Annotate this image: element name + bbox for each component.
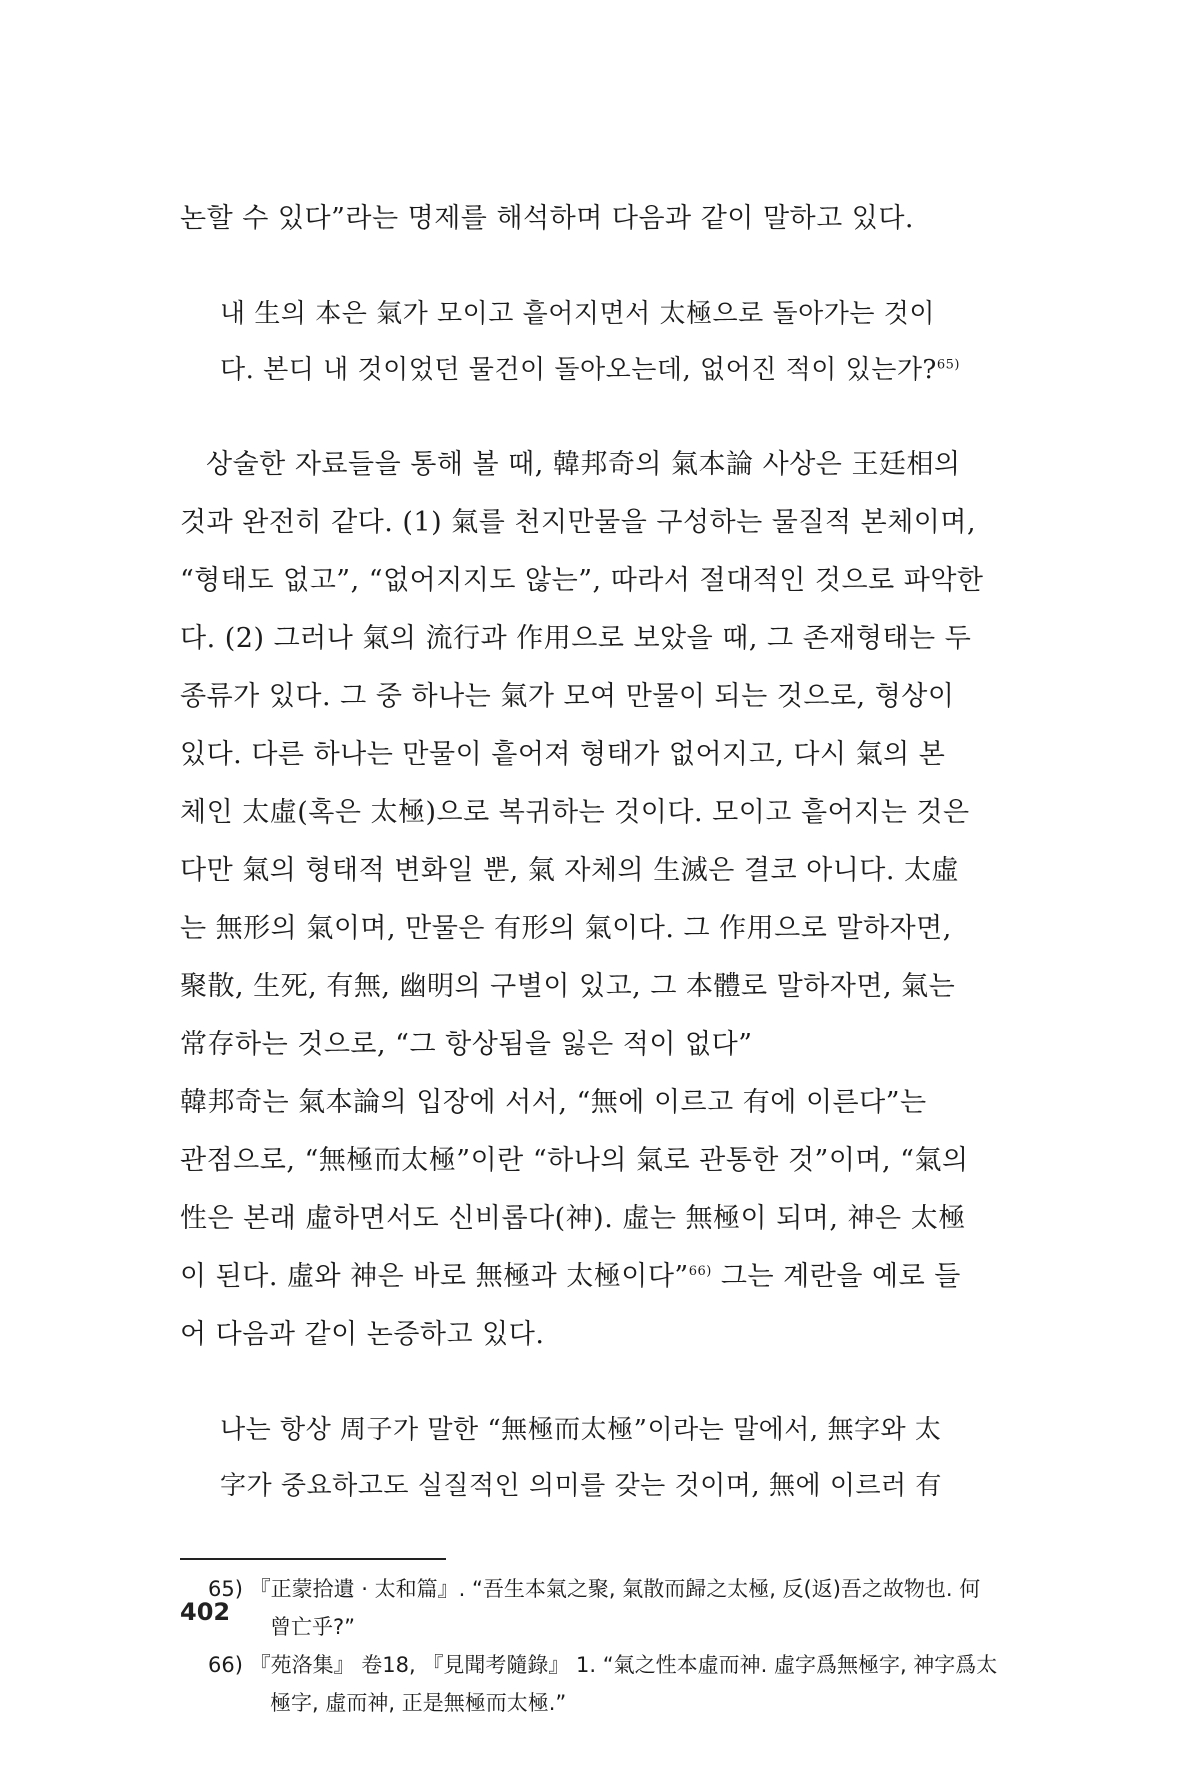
block-quote-1	[180, 286, 1053, 398]
quote1-line-2	[220, 342, 1043, 398]
paragraph1-line: 聚散, 生死, 有無, 幽明의 구별이 있고, 그 本體로 말하자면, 氣는	[180, 971, 956, 1002]
paragraph2-ref-before: 이 된다. 虛와 神은 바로 無極과 太極이다”	[180, 1261, 689, 1292]
spacer	[180, 248, 1053, 286]
paragraph1-line: 체인 太虛(혹은 太極)으로 복귀하는 것이다. 모이고 흩어지는 것은	[180, 797, 970, 828]
paragraph-1	[180, 436, 1053, 1074]
paragraph1-line: 것과 완전히 같다. (1) 氣를 천지만물을 구성하는 물질적 본체이며,	[180, 507, 977, 538]
footnote-ref-65[interactable]: 65)	[936, 357, 960, 373]
paragraph2-line: 관점으로, “無極而太極”이란 “하나의 氣로 관통한 것”이며, “氣의	[180, 1145, 969, 1176]
spacer	[180, 1364, 1053, 1402]
paragraph2-line-with-ref	[180, 1248, 1053, 1306]
paragraph1-line: 상술한 자료들을 통해 볼 때, 韓邦奇의 氣本論 사상은 王廷相의	[206, 449, 961, 480]
quote1-line-1: 내 生의 本은 氣가 모이고 흩어지면서 太極으로 돌아가는 것이	[220, 299, 935, 329]
paragraph1-line: 있다. 다른 하나는 만물이 흩어져 형태가 없어지고, 다시 氣의 본	[180, 739, 946, 770]
footnote-65-line-1: 65) 『正蒙拾遺 · 太和篇』. “吾生本氣之聚, 氣散而歸之太極, 反(返)吾之故物也. 何	[208, 1577, 981, 1601]
footnote-65-line-2: 曾亡乎?”	[270, 1615, 356, 1639]
paragraph2-line: 性은 본래 虛하면서도 신비롭다(神). 虛는 無極이 되며, 神은 太極	[180, 1203, 966, 1234]
intro-line: 논할 수 있다”라는 명제를 해석하며 다음과 같이 말하고 있다.	[180, 203, 915, 234]
footnote-65	[180, 1570, 1053, 1646]
paragraph-2	[180, 1074, 1053, 1364]
footnote-66-line-1: 66) 『苑洛集』 卷18, 『見聞考隨錄』 1. “氣之性本虛而神. 虛字爲無極字, 神字爲太	[208, 1653, 998, 1677]
paragraph1-line: 는 無形의 氣이며, 만물은 有形의 氣이다. 그 作用으로 말하자면,	[180, 913, 952, 944]
paragraph2-line: 韓邦奇는 氣本論의 입장에 서서, “無에 이르고 有에 이른다”는	[180, 1087, 927, 1118]
paragraph2-last-line: 어 다음과 같이 논증하고 있다.	[180, 1319, 545, 1350]
quote2-line-1: 나는 항상 周子가 말한 “無極而太極”이라는 말에서, 無字와 太	[220, 1415, 942, 1445]
paragraph1-line: 常存하는 것으로, “그 항상됨을 잃은 적이 없다”	[180, 1029, 753, 1060]
paragraph1-line: 종류가 있다. 그 중 하나는 氣가 모여 만물이 되는 것으로, 형상이	[180, 681, 955, 712]
footnote-66-line-2: 極字, 虛而神, 正是無極而太極.”	[270, 1691, 567, 1715]
footnote-66	[180, 1646, 1053, 1722]
spacer	[180, 398, 1053, 436]
block-quote-2	[180, 1402, 1053, 1514]
footnote-divider	[180, 1558, 446, 1560]
footnote-ref-66[interactable]: 66)	[688, 1264, 712, 1279]
paragraph2-ref-after: 그는 계란을 예로 들	[711, 1261, 961, 1292]
quote2-line-2: 字가 중요하고도 실질적인 의미를 갖는 것이며, 無에 이르러 有	[220, 1471, 942, 1501]
paragraph1-line: 다. (2) 그러나 氣의 流行과 作用으로 보았을 때, 그 존재형태는 두	[180, 623, 972, 654]
paragraph1-line: 다만 氣의 형태적 변화일 뿐, 氣 자체의 生滅은 결코 아니다. 太虛	[180, 855, 960, 886]
paragraph1-line: “형태도 없고”, “없어지지도 않는”, 따라서 절대적인 것으로 파악한	[180, 565, 984, 596]
quote1-line-2-text: 다. 본디 내 것이었던 물건이 돌아오는데, 없어진 적이 있는가?	[220, 355, 937, 385]
page-number: 402	[180, 1598, 231, 1626]
